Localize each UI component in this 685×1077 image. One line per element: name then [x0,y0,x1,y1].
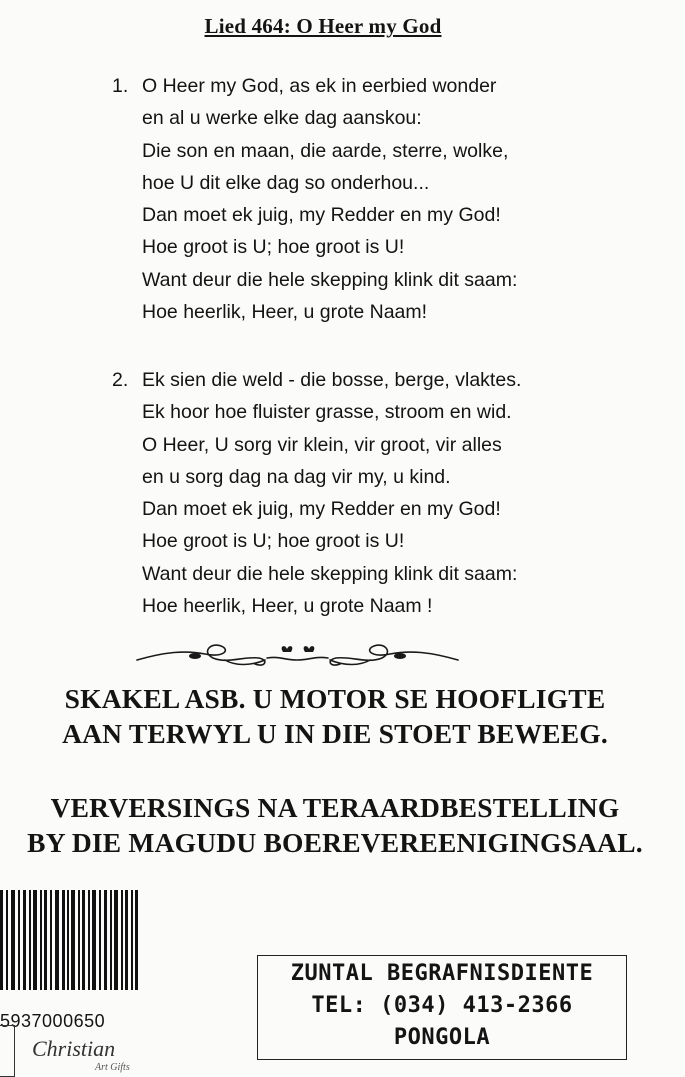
barcode-number: 5937000650 [0,1011,106,1031]
verse-line: en u sorg dag na dag vir my, u kind. [142,465,451,488]
publisher-logo-subtitle: Art Gifts [95,1062,130,1073]
funeral-service-name: ZUNTAL BEGRAFNISDIENTE [290,961,594,986]
ornament-divider [135,638,460,674]
verse-line: O Heer, U sorg vir klein, vir groot, vir alles [142,433,502,456]
verse-1 [112,70,517,328]
notice-line: VERVERSINGS NA TERAARDBESTELLING [50,792,620,823]
verse-line: en al u werke elke dag aanskou: [142,107,422,130]
funeral-service-phone: TEL: (034) 413-2366 [311,993,573,1018]
verse-number: 2. [112,369,129,391]
publisher-logo: Christian [32,1036,116,1061]
verse-line: O Heer my God, as ek in eerbied wonder [142,75,497,97]
verse-line: Want deur die hele skepping klink dit saam: [142,268,518,291]
verse-number: 1. [112,75,129,97]
headlights-notice [0,681,670,751]
barcode [0,890,140,1010]
verse-line: Hoe groot is U; hoe groot is U! [142,530,405,553]
refreshments-notice [0,790,670,860]
verse-line: hoe U dit elke dag so onderhou... [142,171,430,194]
funeral-service-town: PONGOLA [393,1025,491,1050]
hymn-title: Lied 464: O Heer my God [204,14,442,38]
verse-line: Want deur die hele skepping klink dit saam: [142,562,518,585]
verse-line: Ek sien die weld - die bosse, berge, vlaktes. [142,369,522,391]
verse-line: Die son en maan, die aarde, sterre, wolke, [142,139,509,162]
verse-line: Ek hoor hoe fluister grasse, stroom en wid. [142,401,512,424]
funeral-service-ad [257,955,627,1060]
verse-line: Dan moet ek juig, my Redder en my God! [142,498,501,521]
notice-line: AAN TERWYL U IN DIE STOET BEWEEG. [62,718,608,749]
verse-line: Hoe heerlik, Heer, u grote Naam! [142,301,428,324]
notice-line: BY DIE MAGUDU BOEREVEREENIGINGSAAL. [27,827,643,858]
publisher-logo-mark [0,1025,15,1077]
verse-line: Hoe heerlik, Heer, u grote Naam ! [142,595,433,618]
notice-line: SKAKEL ASB. U MOTOR SE HOOFLIGTE [64,683,606,714]
verse-line: Hoe groot is U; hoe groot is U! [142,236,405,259]
verse-line: Dan moet ek juig, my Redder en my God! [142,204,501,227]
verse-2 [112,364,521,622]
